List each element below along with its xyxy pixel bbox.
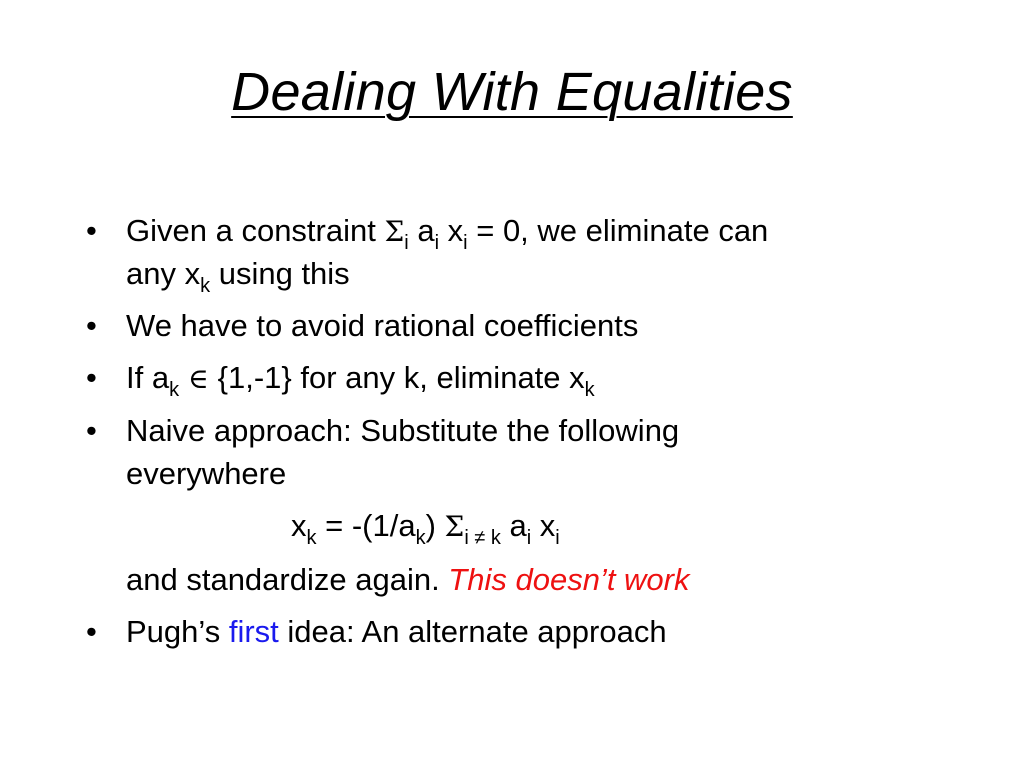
subscript: k [584,379,595,401]
text: {1,-1} for any k, eliminate x [217,360,585,395]
text: idea: An alternate approach [278,614,667,649]
bullet-marker: • [86,360,97,395]
bullet-marker: • [86,413,97,448]
bullet-marker: • [86,308,97,343]
standardize-line [126,560,690,600]
text: and standardize again. [126,562,449,597]
highlight-text: first [228,614,279,649]
slide-title: Dealing With Equalities [231,62,793,122]
subscript: i [526,527,532,549]
bullet-5 [126,612,667,652]
subscript: i [434,232,440,254]
bullet-4-line-2: everywhere [126,456,287,491]
subscript: i [463,232,468,254]
text: If a [126,360,170,395]
bullet-3 [126,358,595,402]
bullet-2: We have to avoid rational coefficients [126,308,639,343]
text: a [500,508,527,543]
sigma-symbol: Σ [384,215,405,248]
text: x [531,508,556,543]
subscript: k [306,527,317,549]
text: a [408,213,435,248]
substitution-formula [291,506,560,550]
text: any x [126,256,201,291]
subscript: i ≠ k [464,527,501,549]
text: ) [425,508,445,543]
subscript: k [169,379,180,401]
text: Pugh’s [126,614,229,649]
bullet-4-line-1: Naive approach: Substitute the following [126,413,680,448]
subscript: k [200,275,211,297]
subscript: i [555,527,560,549]
warning-text: This doesn’t work [448,562,690,597]
text: = 0, we eliminate can [467,213,769,248]
subscript: k [415,527,426,549]
sigma-symbol: Σ [444,510,465,543]
text: Given a constraint [126,213,385,248]
text: using this [210,256,350,291]
text: x [439,213,464,248]
text: x [291,508,307,543]
subscript: i [404,232,409,254]
text: = -(1/a [316,508,416,543]
bullet-1-line-2 [126,254,350,298]
bullet-marker: • [86,614,97,649]
bullet-marker: • [86,213,97,248]
bullet-1-line-1 [126,211,768,255]
element-of-symbol: ∈ [179,362,218,395]
